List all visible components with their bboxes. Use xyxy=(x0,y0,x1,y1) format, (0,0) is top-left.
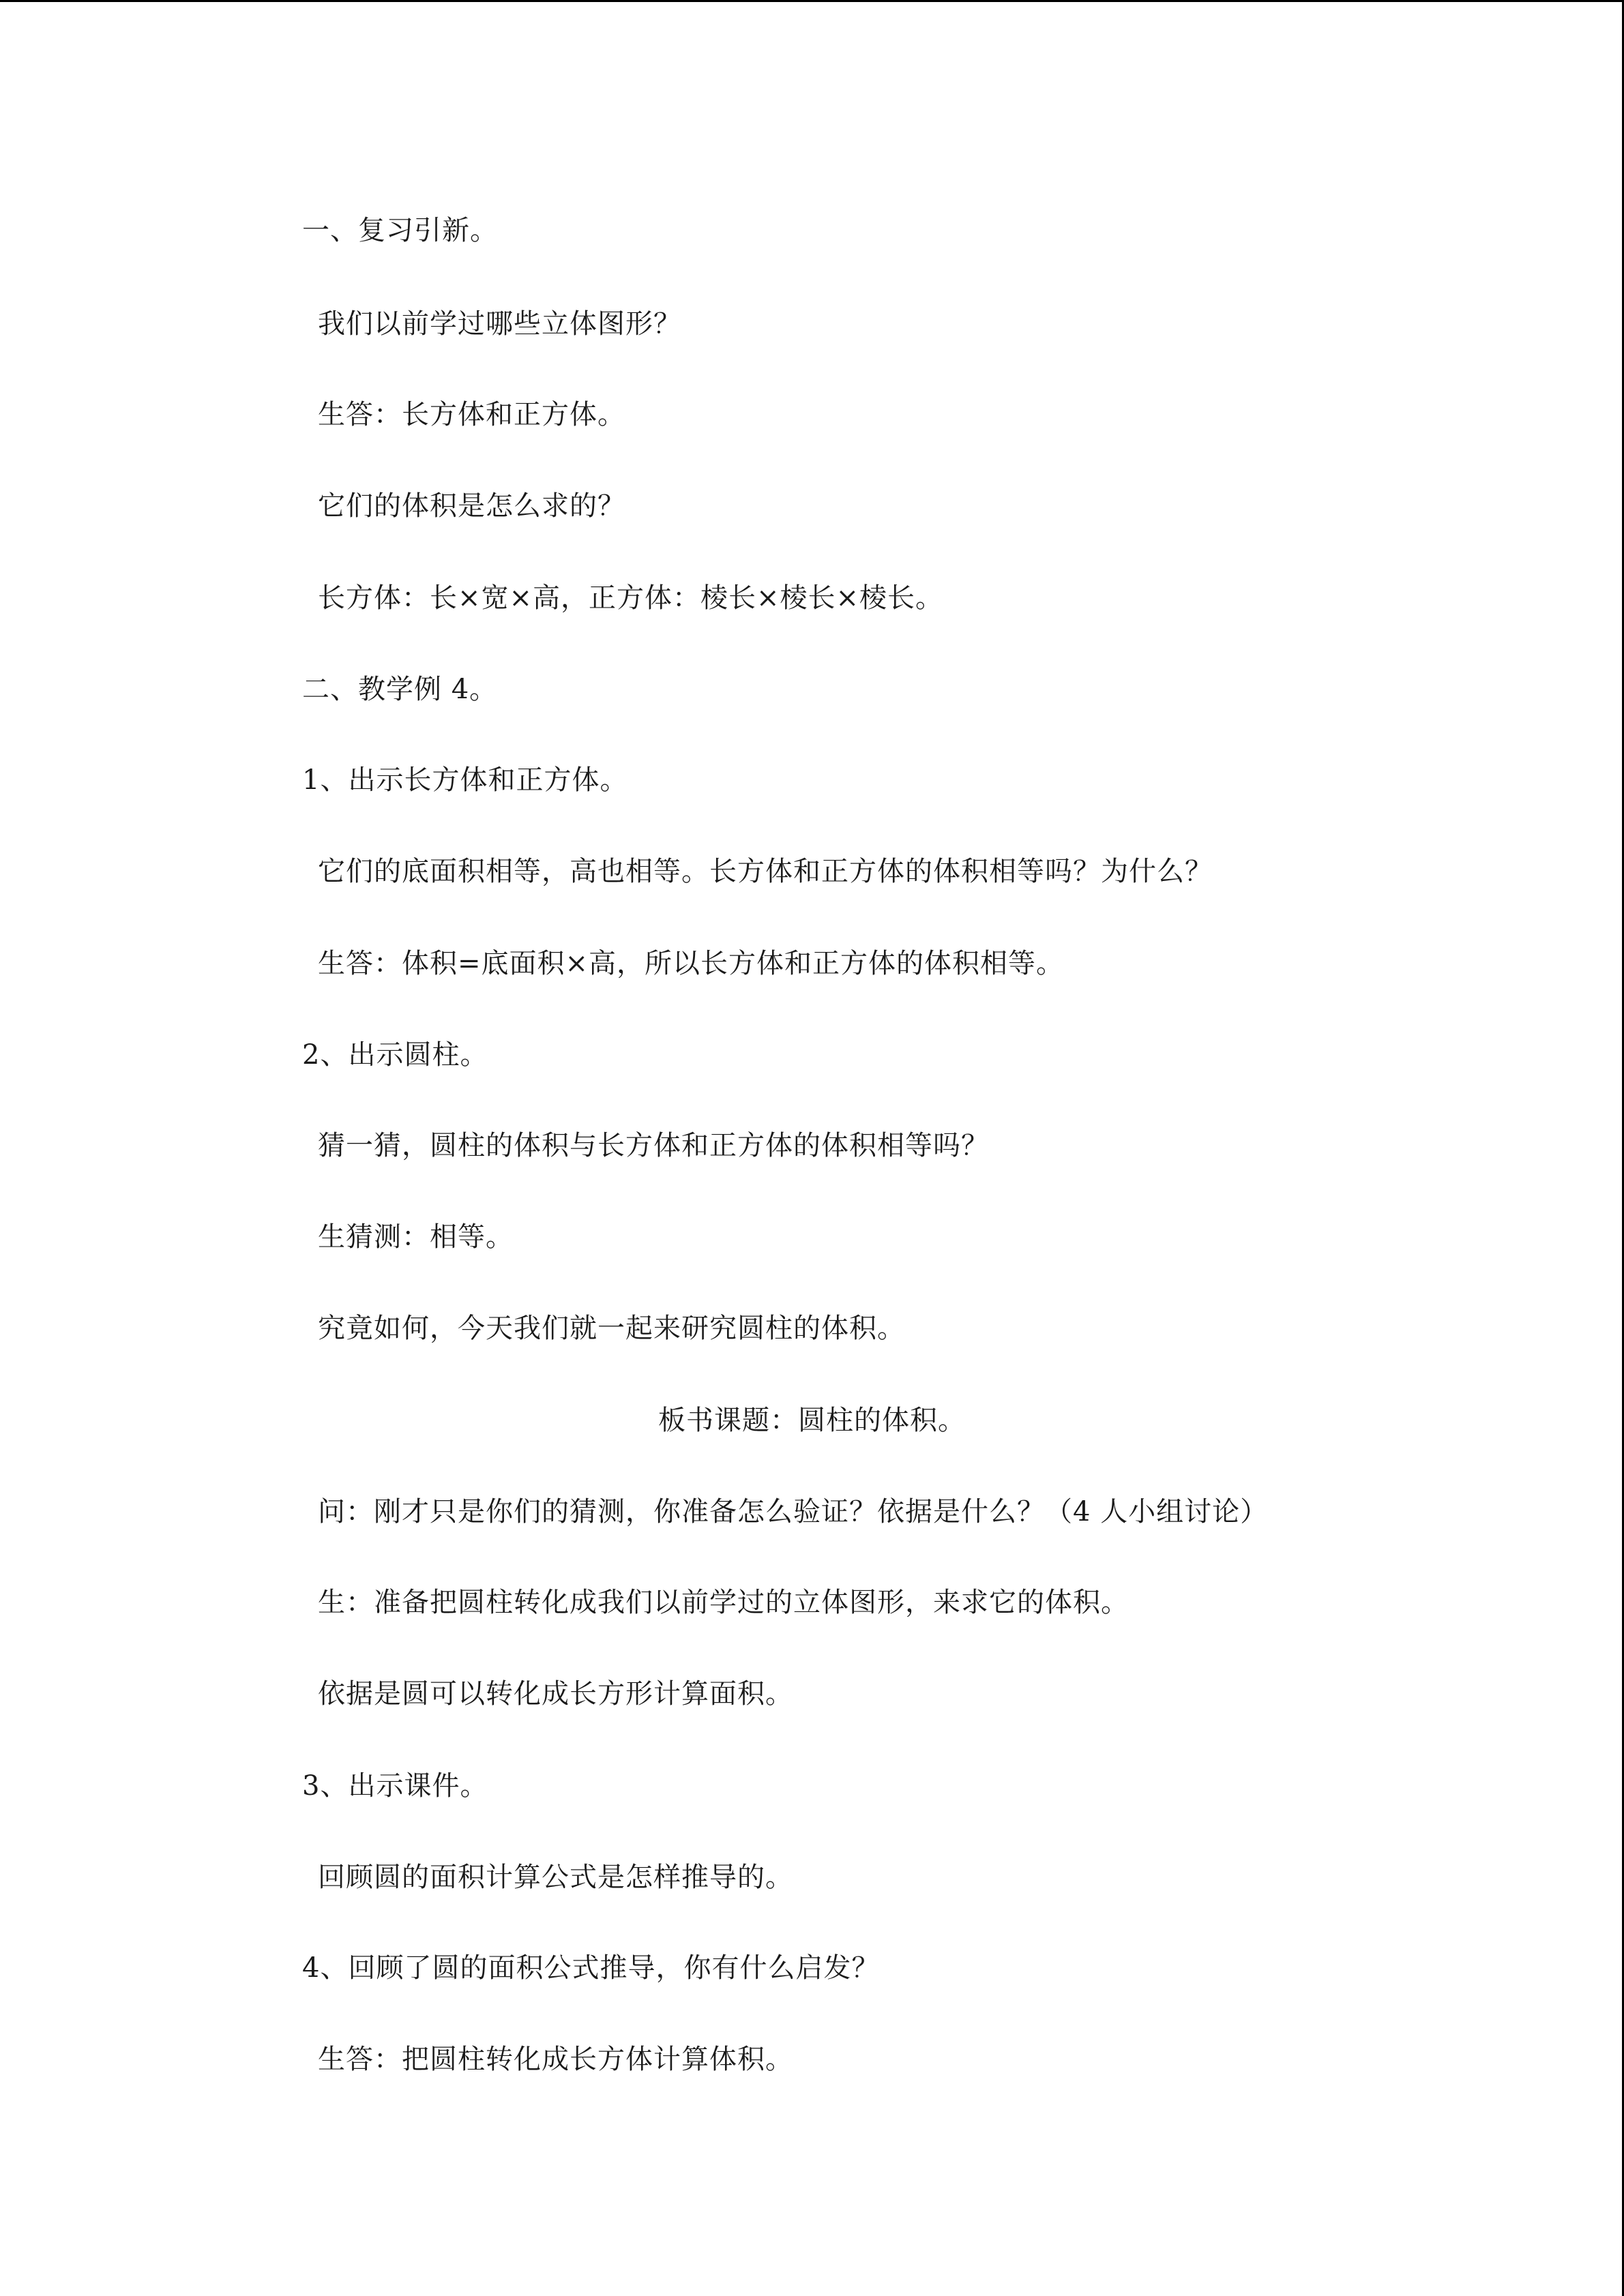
paragraph-line: 生：准备把圆柱转化成我们以前学过的立体图形，来求它的体积。 xyxy=(318,1587,1129,1618)
paragraph-line: 它们的底面积相等，高也相等。长方体和正方体的体积相等吗？为什么？ xyxy=(318,856,1213,887)
paragraph-line: 生猜测：相等。 xyxy=(318,1221,514,1253)
numbered-step: 3、出示课件。 xyxy=(302,1770,488,1802)
paragraph-line: 生答：体积=底面积×高，所以长方体和正方体的体积相等。 xyxy=(318,948,1065,979)
paragraph-line: 猜一猜，圆柱的体积与长方体和正方体的体积相等吗？ xyxy=(318,1130,989,1161)
paragraph-line: 我们以前学过哪些立体图形？ xyxy=(318,308,681,340)
numbered-step: 2、出示圆柱。 xyxy=(302,1039,488,1071)
numbered-step: 1、出示长方体和正方体。 xyxy=(302,764,628,796)
paragraph-line: 生答：把圆柱转化成长方体计算体积。 xyxy=(318,2044,793,2075)
paragraph-line: 究竟如何，今天我们就一起来研究圆柱的体积。 xyxy=(318,1313,905,1344)
numbered-step: 4、回顾了圆的面积公式推导，你有什么启发？ xyxy=(302,1952,880,1984)
section-heading-example: 二、教学例 4。 xyxy=(302,674,498,705)
paragraph-line: 长方体：长×宽×高，正方体：棱长×棱长×棱长。 xyxy=(318,582,944,614)
section-heading-review: 一、复习引新。 xyxy=(302,215,498,246)
paragraph-line: 它们的体积是怎么求的？ xyxy=(318,490,625,522)
paragraph-line: 生答：长方体和正方体。 xyxy=(318,399,625,430)
paragraph-line: 依据是圆可以转化成长方形计算面积。 xyxy=(318,1678,793,1710)
board-title: 板书课题：圆柱的体积。 xyxy=(658,1405,966,1436)
paragraph-line: 回顾圆的面积计算公式是怎样推导的。 xyxy=(318,1862,793,1893)
paragraph-line: 问：刚才只是你们的猜测，你准备怎么验证？依据是什么？（4 人小组讨论） xyxy=(318,1496,1269,1527)
